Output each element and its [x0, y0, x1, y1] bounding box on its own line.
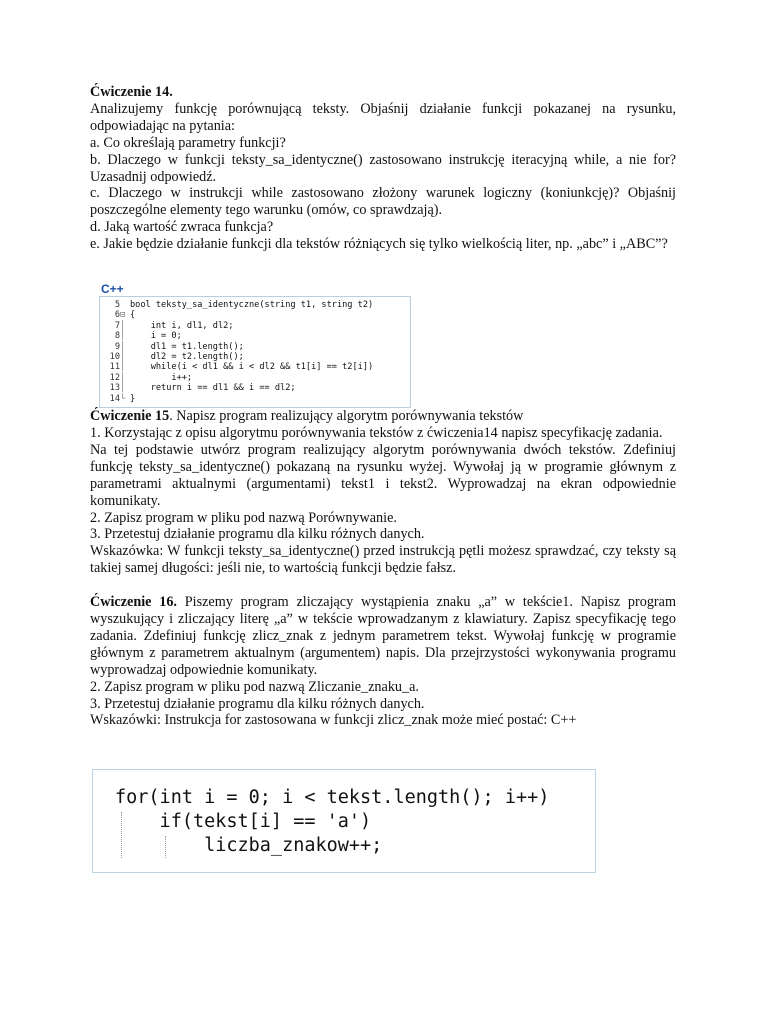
fold-gutter: │ [120, 341, 126, 352]
exercise-15-step-1: 1. Korzystając z opisu algorytmu porównywania tekstów z ćwiczenia14 napisz specyfikację zadania. [90, 424, 663, 441]
exercise-14-intro: Analizujemy funkcję porównującą teksty. Objaśnij działanie funkcji pokazanej na rysunku, odpowiadając na pytania: [90, 100, 676, 134]
fold-gutter: │ [120, 372, 126, 383]
code-text: int i, dl1, dl2; [130, 320, 234, 331]
code-line [100, 310, 410, 320]
line-number: 10 [109, 352, 120, 362]
fold-gutter: │ [120, 320, 126, 331]
code-listing [99, 296, 411, 408]
code-line [100, 394, 410, 404]
fold-gutter: │ [120, 362, 126, 373]
code-text: bool teksty_sa_identyczne(string t1, string t2) [130, 300, 374, 310]
line-number: 11 [109, 362, 120, 373]
code-text: dl2 = t2.length(); [130, 352, 244, 362]
code-line [100, 383, 410, 393]
code-line: for(int i = 0; i < tekst.length(); i++) [115, 787, 550, 808]
code-text: i = 0; [130, 331, 182, 342]
code-figure-1 [99, 282, 411, 407]
code-line [100, 352, 410, 362]
exercise-14 [90, 84, 676, 253]
line-number: 14 [109, 393, 120, 404]
fold-gutter: │ [120, 383, 126, 394]
code-text: return i == dl1 && i == dl2; [130, 383, 296, 394]
fold-icon: ⊟ [120, 310, 126, 321]
code-line: liczba_znakow++; [115, 835, 383, 856]
exercise-16-title: Ćwiczenie 16. [90, 594, 177, 611]
line-number: 9 [114, 341, 120, 352]
exercise-15-heading [90, 408, 676, 425]
code-line [100, 300, 410, 310]
line-number: 5 [114, 300, 120, 310]
line-number: 6 [114, 310, 120, 321]
exercise-14-question-c: c. Dlaczego w instrukcji while zastosowano złożony warunek logiczny (koniunkcję)? Objaśnij poszczególne elementy tego warunku (omów, co sprawdzają). [90, 185, 676, 219]
exercise-15-paragraph: Na tej podstawie utwórz program realizujący algorytm porównywania dwóch tekstów. Zdefiniuj funkcję teksty_sa_identyczne() pokazaną na rysunku wyżej. Wywołaj ją w programie głównym z parametrami aktualnymi (argumentami) tekst1 i tekst2. Wyprowadzaj na ekran odpowiednie komunikaty. [90, 441, 676, 509]
code-text: dl1 = t1.length(); [130, 341, 244, 352]
fold-gutter: │ [120, 352, 126, 362]
exercise-14-question-a: a. Co określają parametry funkcji? [90, 134, 286, 151]
exercise-15-title-rest: . Napisz program realizujący algorytm porównywania tekstów [169, 408, 524, 425]
fold-gutter [120, 300, 130, 310]
code-line [100, 373, 410, 383]
exercise-14-question-e: e. Jakie będzie działanie funkcji dla tekstów różniących się tylko wielkością liter, np. „abc” i „ABC”? [90, 236, 668, 253]
exercise-16-step-2: 2. Zapisz program w pliku pod nazwą Zliczanie_znaku_a. [90, 678, 419, 695]
line-number: 13 [109, 383, 120, 394]
line-number: 8 [114, 331, 120, 342]
exercise-15-hint: Wskazówka: W funkcji teksty_sa_identyczne() przed instrukcją pętli możesz sprawdzać, czy teksty są takiej samej długości: jeśli nie, to wartością funkcji będzie fałsz. [90, 543, 676, 577]
code-text: while(i < dl1 && i < dl2 && t1[i] == t2[i]) [130, 362, 374, 373]
code-text: } [130, 393, 136, 404]
line-number: 7 [114, 320, 120, 331]
code-line: if(tekst[i] == 'a') [115, 811, 372, 832]
exercise-14-title: Ćwiczenie 14. [90, 84, 173, 100]
exercise-15-step-2: 2. Zapisz program w pliku pod nazwą Porównywanie. [90, 509, 397, 526]
exercise-16 [90, 594, 676, 729]
fold-gutter: │ [120, 331, 126, 342]
exercise-15 [90, 408, 676, 577]
exercise-14-question-d: d. Jaką wartość zwraca funkcja? [90, 219, 274, 236]
code-line [100, 331, 410, 341]
code-text: { [130, 310, 136, 321]
code-line [100, 362, 410, 372]
code-line [100, 342, 410, 352]
code-figure-2 [92, 769, 596, 873]
exercise-16-text: Piszemy program zliczający wystąpienia znaku „a” w tekście1. Napisz program wyszukujący i zliczający literę „a” w tekście wprowadzanym z klawiatury. Zapisz specyfikację tego zadania. Zdefiniuj funkcję zlicz_znak z jednym parametrem tekst. Wywołaj funkcję w programie głównym z parametrem aktualnym (argumentem) napis. Dla przejrzystości wykonywania programu wyprowadzaj odpowiednie komunikaty. [90, 594, 676, 678]
exercise-14-question-b: b. Dlaczego w funkcji teksty_sa_identyczne() zastosowano instrukcję iteracyjną while, a nie for? Uzasadnij odpowiedź. [90, 151, 676, 185]
exercise-16-intro [90, 594, 676, 679]
fold-gutter: └ [120, 393, 126, 404]
code-text: i++; [130, 372, 193, 383]
exercise-15-step-3: 3. Przetestuj działanie programu dla kilku różnych danych. [90, 526, 425, 543]
exercise-15-title: Ćwiczenie 15 [90, 408, 170, 425]
exercise-16-step-3: 3. Przetestuj działanie programu dla kilku różnych danych. [90, 695, 425, 712]
line-number: 12 [109, 372, 120, 383]
exercise-16-hint: Wskazówki: Instrukcja for zastosowana w funkcji zlicz_znak może mieć postać: C++ [90, 712, 577, 729]
code-line [100, 321, 410, 331]
code-language-label: C++ [101, 282, 124, 296]
